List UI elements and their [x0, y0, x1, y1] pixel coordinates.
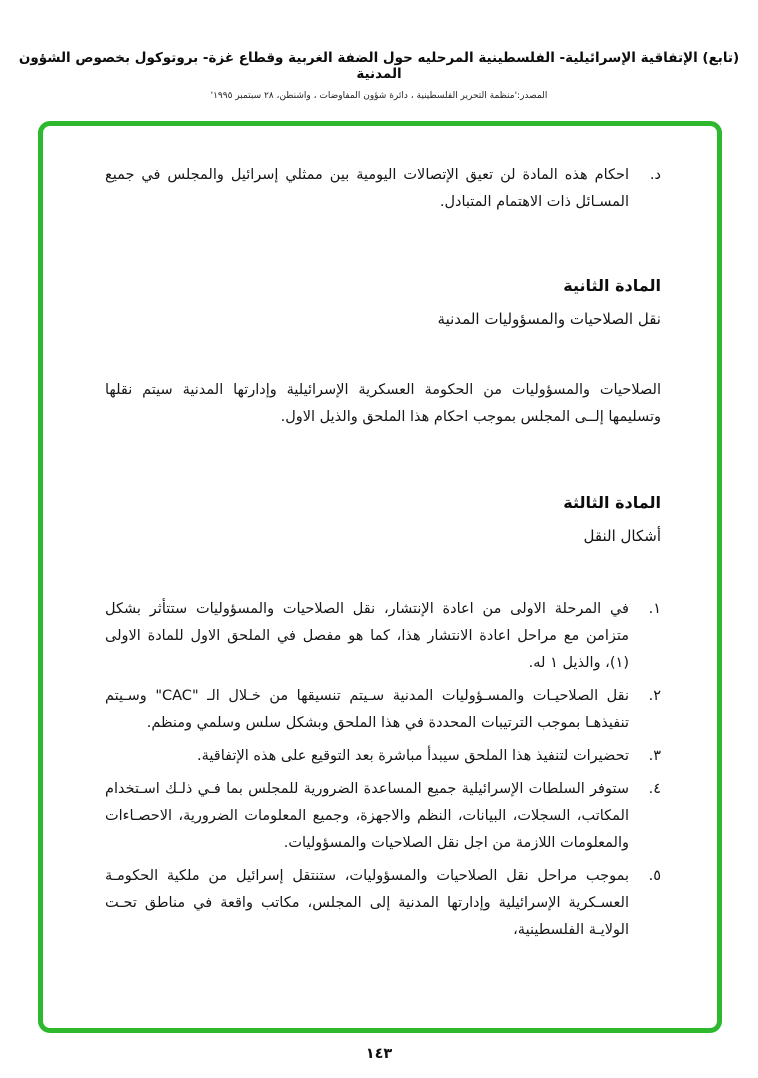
list-item-text: بموجب مراحل نقل الصلاحيات والمسؤوليات، ستنتقل إسرائيل من ملكية الحكومـة العسـكرية الإسرائيلية وإدارتها المدنية إلى المجلس، مكاتب واقعة في مناطق تحـت الولايـة الفلسطينية، — [105, 868, 629, 938]
clause-d-marker: د. — [649, 167, 661, 183]
article-three-section — [105, 489, 661, 944]
list-item-marker: ٤. — [648, 781, 661, 797]
list-item — [105, 776, 661, 857]
list-item — [105, 596, 661, 677]
article-two-subtitle: نقل الصلاحيات والمسؤوليات المدنية — [437, 310, 661, 328]
document-source: المصدر:'منظمة التحرير الفلسطينية ، دائرة شؤون المفاوضات ، واشنطن، ٢٨ سبتمبر ١٩٩٥' — [210, 91, 548, 101]
list-item-marker: ١. — [648, 601, 661, 617]
list-item-text: ستوفر السلطات الإسرائيلية جميع المساعدة الضرورية للمجلس بما فـي ذلـك اسـتخدام المكاتب، السجلات، البيانات، النظم والاجهزة، وجميع المعلومات الضرورية، الاحصـاءات والمعلومات اللازمة من اجل نقل الصلاحيات والمسؤوليات. — [105, 781, 629, 851]
page-number: ١٤٣ — [365, 1046, 393, 1062]
numbered-list — [105, 596, 661, 944]
list-item-text: نقل الصلاحيـات والمسـؤوليات المدنية سـيتم تنسيقها من خـلال الـ "CAC" وسـيتم تنفيذهـا بموجب الترتيبات المحددة في هذا الملحق وبشكل سلس وسلمي ومنظم. — [105, 688, 629, 731]
list-item-marker: ٥. — [648, 868, 661, 884]
list-item-text: تحضيرات لتنفيذ هذا الملحق سيبدأ مباشرة بعد التوقيع على هذه الإتفاقية. — [197, 748, 629, 764]
article-two-section — [105, 272, 661, 431]
list-item-text: في المرحلة الاولى من اعادة الإنتشار، نقل الصلاحيات والمسؤوليات ستتأثر بشكل متزامن مع مراحل اعادة الانتشار هذا، كما هو مفصل في الملحق الاول للمادة الاولى (١)، والذيل ١ له. — [105, 601, 629, 671]
list-item — [105, 743, 661, 770]
article-two-body: الصلاحيات والمسؤوليات من الحكومة العسكرية الإسرائيلية وإدارتها المدنية سيتم نقلها وتسليمها إلــى المجلس بموجب احكام هذا الملحق والذيل الاول. — [105, 382, 661, 425]
list-item — [105, 683, 661, 737]
article-two-title: المادة الثانية — [563, 276, 661, 295]
document-header — [0, 0, 758, 101]
clause-d-text: احكام هذه المادة لن تعيق الإتصالات اليومية بين ممثلي إسرائيل والمجلس في جميع المسـائل ذات الاهتمام المتبادل. — [105, 167, 629, 210]
content-frame — [38, 121, 722, 1033]
article-three-subtitle: أشكال النقل — [583, 527, 661, 545]
list-item-marker: ٣. — [648, 748, 661, 764]
list-item — [105, 863, 661, 944]
list-item-marker: ٢. — [648, 688, 661, 704]
document-title: (تابع) الإتفاقية الإسرائيلية- الفلسطينية المرحليه حول الضفة الغربية وقطاع غزة- بروتوكول بخصوص الشؤون المدنية — [18, 50, 740, 82]
article-three-title: المادة الثالثة — [563, 493, 661, 512]
clause-d — [105, 162, 661, 216]
